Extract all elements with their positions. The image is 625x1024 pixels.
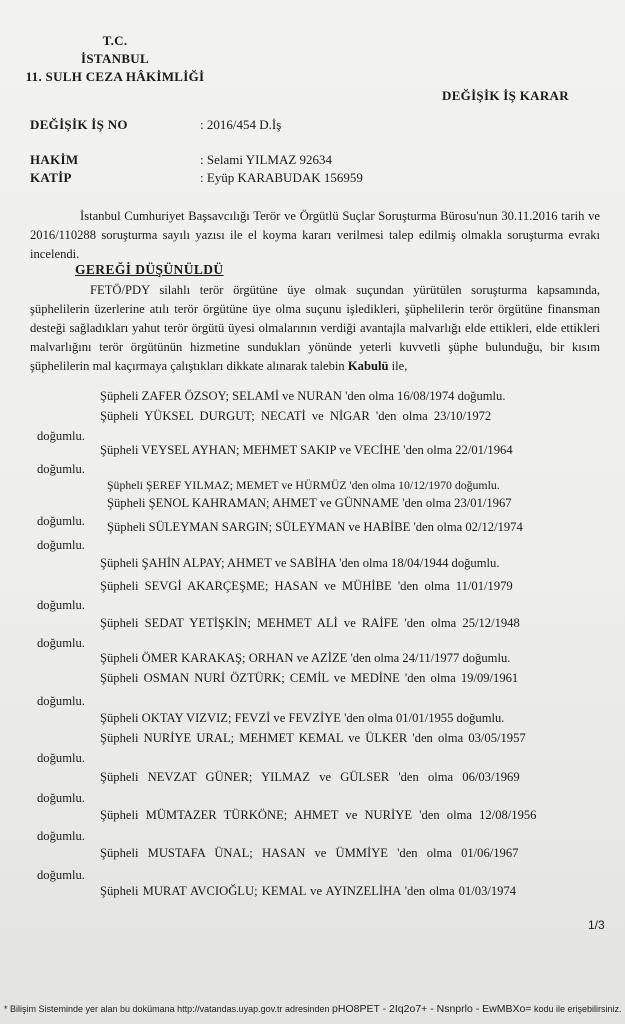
suspect-line: Şüpheli ZAFER ÖZSOY; SELAMİ ve NURAN 'den olma 16/08/1974 doğumlu. [100,389,506,403]
footer-tail: kodu ile erişebilirsiniz. [533,1004,622,1014]
dogumlu-continuation: doğumlu. [37,829,85,843]
suspect-line: Şüpheli ŞAHİN ALPAY; AHMET ve SABİHA 'den olma 18/04/1944 doğumlu. [100,556,500,570]
dogumlu-continuation: doğumlu. [37,598,85,612]
clerk-label: KATİP [30,170,72,185]
section-heading: GEREĞİ DÜŞÜNÜLDÜ [75,262,224,277]
court-header [0,32,230,86]
page-number: 1/3 [588,918,605,932]
suspect-line: Şüpheli OKTAY VIZVIZ; FEVZİ ve FEVZİYE 'den olma 01/01/1955 doğumlu. [100,711,505,725]
suspect-line: Şüpheli ŞENOL KAHRAMAN; AHMET ve GÜNNAME 'den olma 23/01/1967 [107,496,512,510]
verification-footer [4,1003,624,1015]
document-type: DEĞİŞİK İŞ KARAR [442,88,569,103]
dogumlu-continuation: doğumlu. [37,538,85,552]
dogumlu-continuation: doğumlu. [37,751,85,765]
suspect-line: Şüpheli MURAT AVCIOĞLU; KEMAL ve AYINZELİHA 'den olma 01/03/1974 [100,884,517,898]
intro-paragraph: İstanbul Cumhuriyet Başsavcılığı Terör ve Örgütlü Suçlar Soruşturma Bürosu'nun 30.11.2016 tarih ve 2016/110288 soruşturma sayılı yazısı ile el koyma kararı verilmesi talep edilmiş olmakla soruşturma evrakı incelendi. [30,209,600,261]
suspect-line: Şüpheli YÜKSEL DURGUT; NECATİ ve NİGAR 'den olma 23/10/1972 [100,409,492,423]
judge-label: HAKİM [30,152,79,167]
clerk-value: : Eyüp KARABUDAK 156959 [200,170,363,185]
footer-text: * Bilişim Sisteminde yer alan bu dokümana http://vatandas.uyap.gov.tr adresinden [4,1004,330,1014]
suspect-line: Şüpheli ŞEREF YILMAZ; MEMET ve HÜRMÜZ 'den olma 10/12/1970 doğumlu. [107,478,500,492]
judge-value: : Selami YILMAZ 92634 [200,152,333,167]
city-label: İSTANBUL [81,51,149,66]
dogumlu-continuation: doğumlu. [37,429,85,443]
tc-label: T.C. [102,33,128,48]
dogumlu-continuation: doğumlu. [37,791,85,805]
main-paragraph-end: ile, [388,359,408,373]
court-name: 11. SULH CEZA HÂKİMLİĞİ [25,69,205,84]
suspect-line: Şüpheli SÜLEYMAN SARGIN; SÜLEYMAN ve HABİBE 'den olma 02/12/1974 [107,520,523,534]
main-paragraph-text: FETÖ/PDY silahlı terör örgütüne üye olmak suçundan yürütülen soruşturma kapsamında, şüphelilerin üzerlerine atılı terör örgütüne üye olma suçunu işledikleri, şüphelilerin terör örgütüne finansman desteği sağladıkları yahut terör örgütü üyesi olmalarının verdiği avantajla malvarlığı elde ettikleri, elde ettikleri malvarlığını terör örgütünün hizmetine sundukları yönünde yeterli kuvvetli şüphe bulunduğu, bir kısım şüphelilerin mal kaçırmaya çalıştıkları dikkate alınarak talebin [30,283,600,373]
dogumlu-continuation: doğumlu. [37,514,85,528]
kabulu-word: Kabulü [347,359,389,373]
dogumlu-continuation: doğumlu. [37,636,85,650]
suspect-line: Şüpheli VEYSEL AYHAN; MEHMET SAKIP ve VECİHE 'den olma 22/01/1964 [100,443,513,457]
dogumlu-continuation: doğumlu. [37,694,85,708]
footer-code: pHO8PET - 2Iq2o7+ - Nsnprlo - EwMBXo= [332,1003,532,1015]
main-paragraph [30,281,600,376]
case-number-label: DEĞİŞİK İŞ NO [30,117,128,132]
case-number-value: : 2016/454 D.İş [200,117,282,132]
suspect-line: Şüpheli SEVGİ AKARÇEŞME; HASAN ve MÜHİBE 'den olma 11/01/1979 [100,579,513,593]
suspect-line: Şüpheli ÖMER KARAKAŞ; ORHAN ve AZİZE 'den olma 24/11/1977 doğumlu. [100,651,511,665]
dogumlu-continuation: doğumlu. [37,462,85,476]
suspect-line: Şüpheli SEDAT YETİŞKİN; MEHMET ALİ ve RAİFE 'den olma 25/12/1948 [100,616,520,630]
suspect-line: Şüpheli NEVZAT GÜNER; YILMAZ ve GÜLSER 'den olma 06/03/1969 [100,770,520,784]
suspect-line: Şüpheli MUSTAFA ÜNAL; HASAN ve ÜMMİYE 'den olma 01/06/1967 [100,846,519,860]
suspect-line: Şüpheli MÜMTAZER TÜRKÖNE; AHMET ve NURİYE 'den olma 12/08/1956 [100,808,537,822]
suspect-line: Şüpheli NURİYE URAL; MEHMET KEMAL ve ÜLKER 'den olma 03/05/1957 [100,731,526,745]
suspect-line: Şüpheli OSMAN NURİ ÖZTÜRK; CEMİL ve MEDİNE 'den olma 19/09/1961 [100,671,519,685]
dogumlu-continuation: doğumlu. [37,868,85,882]
